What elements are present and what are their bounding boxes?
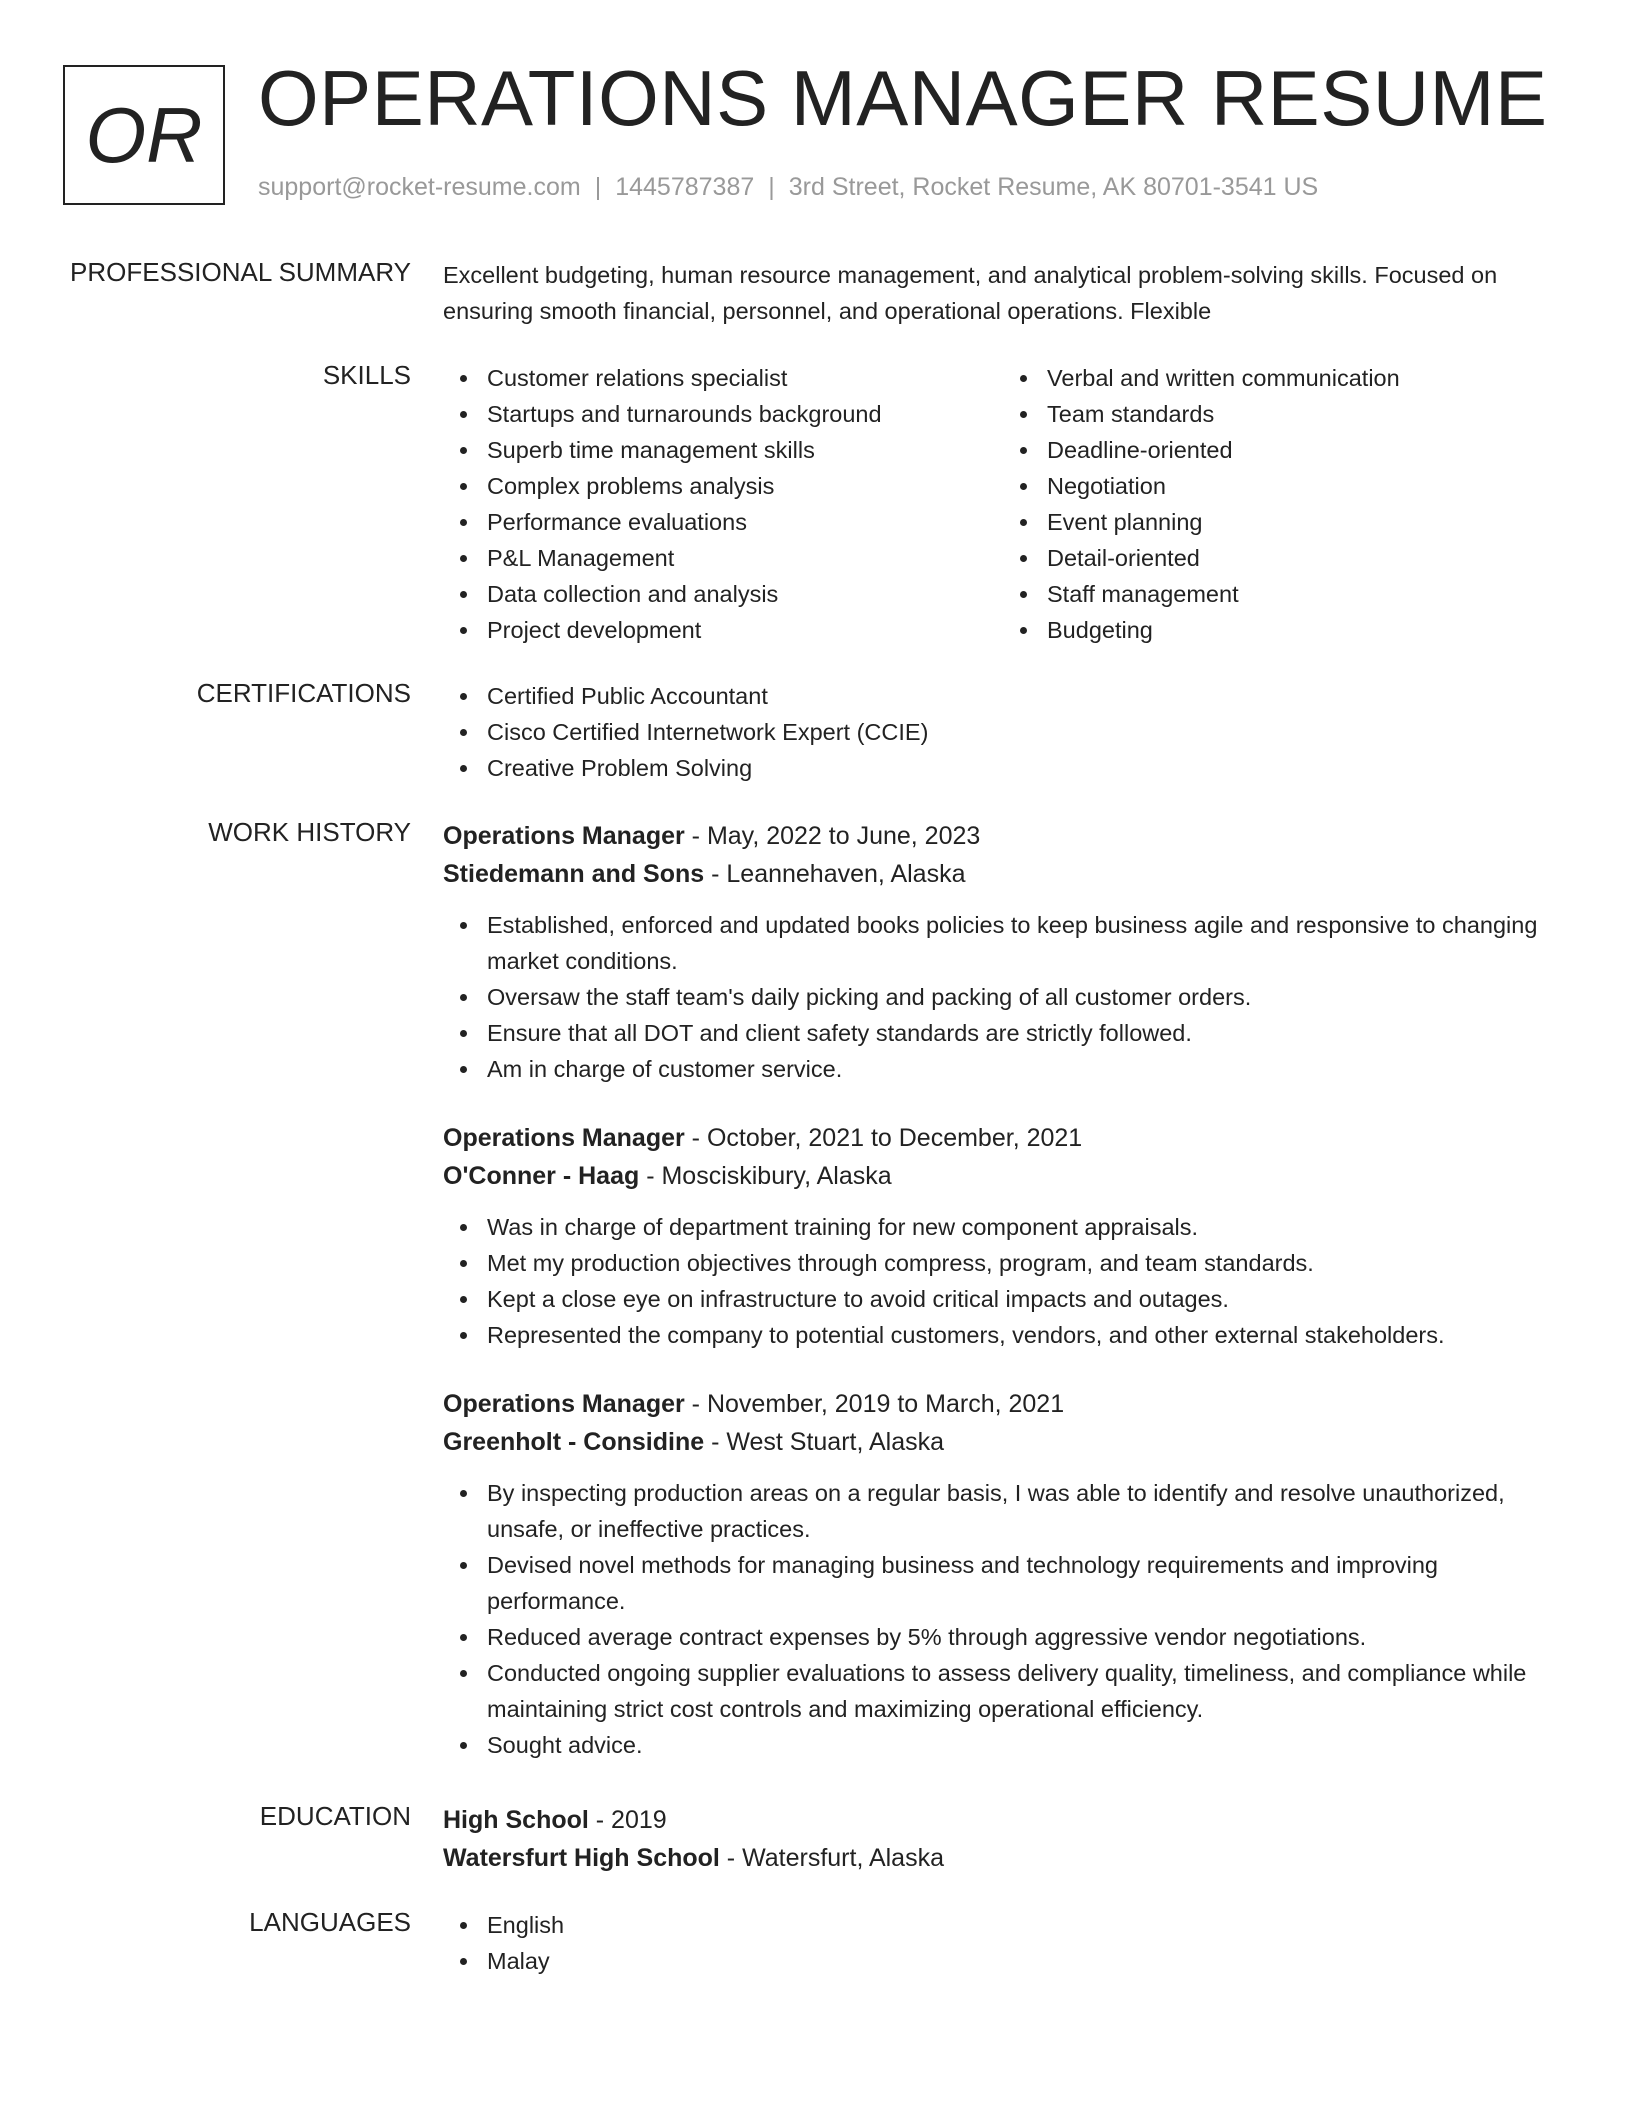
list-item: Complex problems analysis (487, 468, 1003, 504)
list-item: Certified Public Accountant (487, 678, 1563, 714)
list-item: Project development (487, 612, 1003, 648)
list-item: English (487, 1907, 1563, 1943)
list-item: Ensure that all DOT and client safety standards are strictly followed. (487, 1015, 1563, 1051)
list-item: Represented the company to potential customers, vendors, and other external stakeholders. (487, 1317, 1563, 1353)
job-dates: - May, 2022 to June, 2023 (684, 822, 981, 850)
job-entry (443, 817, 1563, 1087)
list-item: Established, enforced and updated books policies to keep business agile and responsive to changing market conditions. (487, 907, 1563, 979)
list-item: Kept a close eye on infrastructure to avoid critical impacts and outages. (487, 1281, 1563, 1317)
list-item: Malay (487, 1943, 1563, 1979)
contact-separator: | (594, 173, 602, 201)
list-item: Conducted ongoing supplier evaluations to assess delivery quality, timeliness, and compliance while maintaining strict cost controls and maximizing operational efficiency. (487, 1655, 1563, 1727)
contact-phone: 1445787387 (615, 173, 755, 201)
list-item: Customer relations specialist (487, 360, 1003, 396)
skills-column-2 (1003, 360, 1563, 648)
summary-text: Excellent budgeting, human resource management, and analytical problem-solving skills. Focused on ensuring smooth financial, personnel, and operational operations. Flexible (443, 262, 1498, 324)
contact-line (258, 173, 1318, 202)
skills-grid (443, 360, 1563, 648)
education-school-line (443, 1839, 1563, 1877)
job-location: - West Stuart, Alaska (704, 1428, 945, 1456)
section-label-skills: SKILLS (322, 360, 411, 390)
monogram-box: OR (63, 65, 225, 205)
list-item: Cisco Certified Internetwork Expert (CCIE) (487, 714, 1563, 750)
resume-title: OPERATIONS MANAGER RESUME (258, 54, 1548, 142)
work-history-body (443, 817, 1563, 1795)
education-school: Watersfurt High School (443, 1844, 720, 1872)
list-item: Met my production objectives through compress, program, and team standards. (487, 1245, 1563, 1281)
job-title: Operations Manager (443, 1390, 685, 1418)
certifications-body (443, 678, 1563, 786)
contact-email: support@rocket-resume.com (258, 173, 581, 201)
job-company-line (443, 1157, 1563, 1195)
job-company: Greenholt - Considine (443, 1428, 705, 1456)
list-item: Performance evaluations (487, 504, 1003, 540)
section-label-work-history: WORK HISTORY (208, 817, 411, 847)
list-item: Am in charge of customer service. (487, 1051, 1563, 1087)
list-item: By inspecting production areas on a regular basis, I was able to identify and resolve unauthorized, unsafe, or ineffective practices. (487, 1475, 1563, 1547)
job-dates: - October, 2021 to December, 2021 (684, 1124, 1083, 1152)
list-item: Verbal and written communication (1047, 360, 1563, 396)
job-title: Operations Manager (443, 822, 685, 850)
list-item: Negotiation (1047, 468, 1563, 504)
list-item: Oversaw the staff team's daily picking and packing of all customer orders. (487, 979, 1563, 1015)
section-label-education: EDUCATION (259, 1801, 411, 1831)
languages-list (443, 1907, 1563, 1979)
list-item: Deadline-oriented (1047, 432, 1563, 468)
education-year: - 2019 (588, 1806, 667, 1834)
education-degree-line (443, 1801, 1563, 1839)
list-item: P&L Management (487, 540, 1003, 576)
education-body (443, 1801, 1563, 1877)
job-company: O'Conner - Haag (443, 1162, 640, 1190)
list-item: Was in charge of department training for new component appraisals. (487, 1209, 1563, 1245)
list-item: Detail-oriented (1047, 540, 1563, 576)
skills-column-1 (443, 360, 1003, 648)
list-item: Staff management (1047, 576, 1563, 612)
job-title-line (443, 1119, 1563, 1157)
job-company: Stiedemann and Sons (443, 860, 705, 888)
job-title-line (443, 1385, 1563, 1423)
list-item: Data collection and analysis (487, 576, 1003, 612)
job-title-line (443, 817, 1563, 855)
list-item: Devised novel methods for managing business and technology requirements and improving performance. (487, 1547, 1563, 1619)
languages-body (443, 1907, 1563, 1979)
list-item: Event planning (1047, 504, 1563, 540)
job-company-line (443, 855, 1563, 893)
education-degree: High School (443, 1806, 589, 1834)
education-location: - Watersfurt, Alaska (719, 1844, 944, 1872)
job-company-line (443, 1423, 1563, 1461)
job-entry (443, 1119, 1563, 1353)
list-item: Budgeting (1047, 612, 1563, 648)
list-item: Creative Problem Solving (487, 750, 1563, 786)
job-title: Operations Manager (443, 1124, 685, 1152)
section-label-summary: PROFESSIONAL SUMMARY (70, 257, 411, 287)
job-location: - Mosciskibury, Alaska (639, 1162, 892, 1190)
job-bullets (443, 907, 1563, 1087)
job-dates: - November, 2019 to March, 2021 (684, 1390, 1065, 1418)
list-item: Superb time management skills (487, 432, 1003, 468)
contact-separator: | (768, 173, 775, 201)
list-item: Startups and turnarounds background (487, 396, 1003, 432)
contact-address: 3rd Street, Rocket Resume, AK 80701-3541 US (788, 173, 1319, 201)
list-item: Sought advice. (487, 1727, 1563, 1763)
list-item: Reduced average contract expenses by 5% through aggressive vendor negotiations. (487, 1619, 1563, 1655)
list-item: Team standards (1047, 396, 1563, 432)
job-location: - Leannehaven, Alaska (704, 860, 966, 888)
job-bullets (443, 1209, 1563, 1353)
job-bullets (443, 1475, 1563, 1763)
section-label-certifications: CERTIFICATIONS (196, 678, 411, 708)
section-label-languages: LANGUAGES (249, 1907, 411, 1937)
certifications-list (443, 678, 1563, 786)
job-entry (443, 1385, 1563, 1763)
